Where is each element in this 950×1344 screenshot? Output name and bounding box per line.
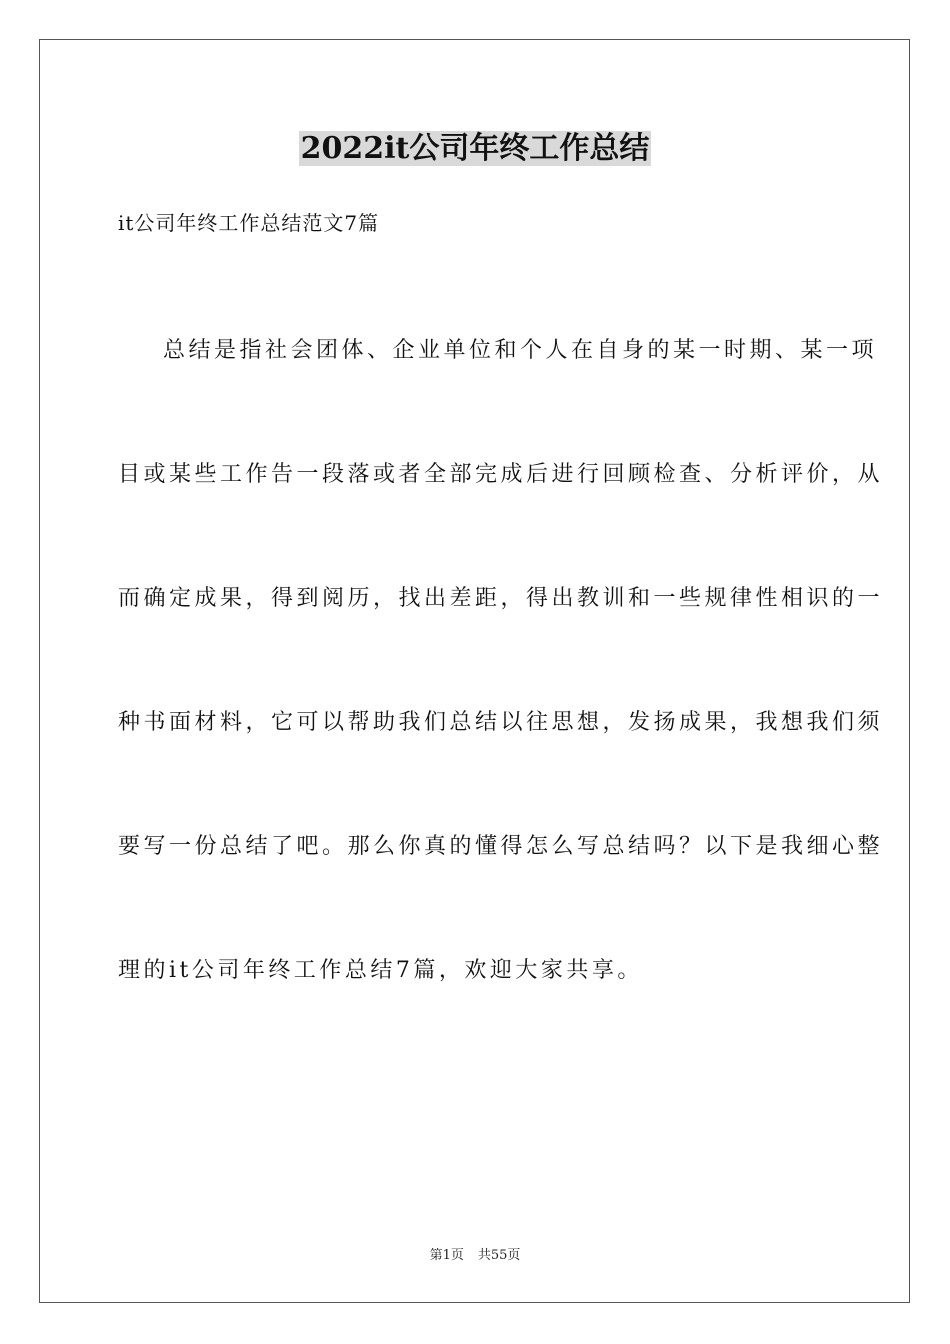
paragraph-line-1: 总结是指社会团体、企业单位和个人在自身的某一时期、某一项 <box>163 338 878 363</box>
document-title-text: 2022it公司年终工作总结 <box>300 131 650 166</box>
paragraph-line-5: 要写一份总结了吧。那么你真的懂得怎么写总结吗？以下是我细心整 <box>118 834 884 859</box>
document-subtitle: it公司年终工作总结范文7篇 <box>118 211 380 235</box>
page-number-current: 第1页 <box>429 1248 464 1263</box>
document-title <box>0 128 950 170</box>
paragraph-line-2: 目或某些工作告一段落或者全部完成后进行回顾检查、分析评价，从 <box>118 462 884 487</box>
paragraph-line-4: 种书面材料，它可以帮助我们总结以往思想，发扬成果，我想我们须 <box>118 710 884 735</box>
page-number-total: 共55页 <box>477 1248 521 1263</box>
page-footer <box>0 1246 950 1266</box>
paragraph-line-3: 而确定成果，得到阅历，找出差距，得出教训和一些规律性相识的一 <box>118 586 884 611</box>
paragraph-line-6: 理的it公司年终工作总结7篇，欢迎大家共享。 <box>118 958 643 983</box>
